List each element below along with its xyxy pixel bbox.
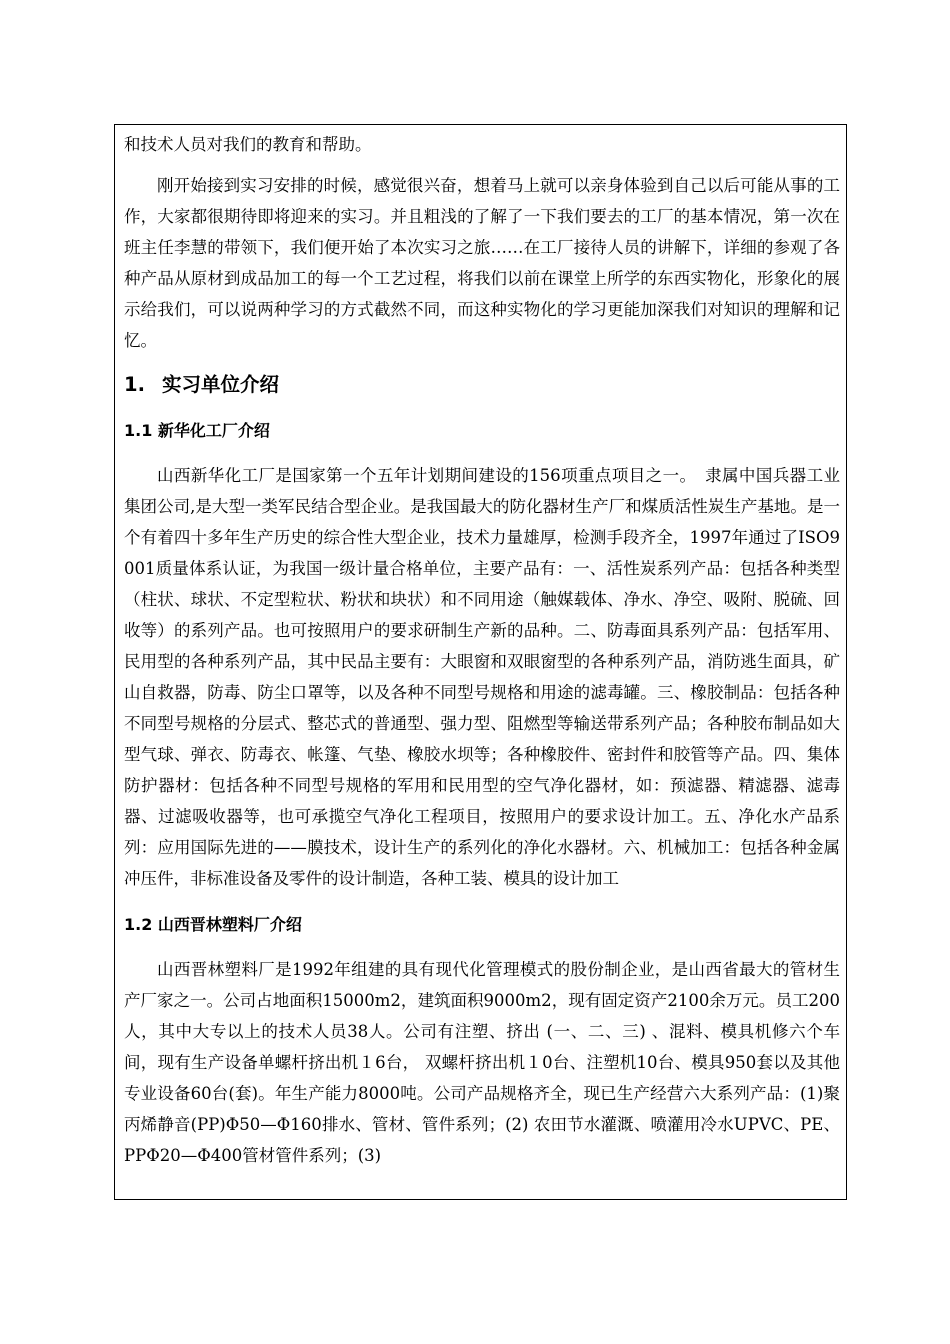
- subsection-heading-1-2: 1.2 山西晋林塑料厂介绍: [124, 915, 302, 934]
- paragraph-continuation: 和技术人员对我们的教育和帮助。: [124, 135, 372, 154]
- section-number: 1.: [124, 373, 145, 396]
- section-title: 实习单位介绍: [162, 373, 280, 396]
- document-body: [124, 129, 840, 1171]
- subsection-heading-1-1: 1.1 新华化工厂介绍: [124, 421, 270, 440]
- paragraph-jinlin-plastics: 山西晋林塑料厂是1992年组建的具有现代化管理模式的股份制企业，是山西省最大的管材生产厂家之一。公司占地面积15000m2，建筑面积9000m2，现有固定资产2100余万元。员工200人，其中大专以上的技术人员38人。公司有注塑、挤出 (一、二、三) 、混料、模具机修六个车间，现有生产设备单螺杆挤出机１6台， 双螺杆挤出机１0台、注塑机10台、模具950套以及其他专业设备60台(套)。年生产能力8000吨。公司产品规格齐全，现已生产经营六大系列产品：(1)聚丙烯静音(PP)Φ50—Φ160排水、管材、管件系列；(2) 农田节水灌溉、喷灌用冷水UPVC、PE、PPΦ20—Φ400管材管件系列；(3): [124, 960, 840, 1165]
- section-heading-1: [124, 370, 840, 400]
- paragraph-xinhua-factory: 山西新华化工厂是国家第一个五年计划期间建设的156项重点项目之一。 隶属中国兵器工业集团公司,是大型一类军民结合型企业。是我国最大的防化器材生产厂和煤质活性炭生产基地。是一个有着四十多年生产历史的综合性大型企业，技术力量雄厚，检测手段齐全，1997年通过了ISO9001质量体系认证，为我国一级计量合格单位，主要产品有：一、活性炭系列产品：包括各种类型（柱状、球状、不定型粒状、粉状和块状）和不同用途（触媒载体、净水、净空、吸附、脱硫、回收等）的系列产品。也可按照用户的要求研制生产新的品种。二、防毒面具系列产品：包括军用、民用型的各种系列产品，其中民品主要有：大眼窗和双眼窗型的各种系列产品，消防逃生面具，矿山自救器，防毒、防尘口罩等，以及各种不同型号规格和用途的滤毒罐。三、橡胶制品：包括各种不同型号规格的分层式、整芯式的普通型、强力型、阻燃型等输送带系列产品；各种胶布制品如大型气球、弹衣、防毒衣、帐篷、气垫、橡胶水坝等；各种橡胶件、密封件和胶管等产品。四、集体防护器材：包括各种不同型号规格的军用和民用型的空气净化器材，如：预滤器、精滤器、滤毒器、过滤吸收器等，也可承揽空气净化工程项目，按照用户的要求设计加工。五、净化水产品系列：应用国际先进的——膜技术，设计生产的系列化的净化水器材。六、机械加工：包括各种金属冲压件，非标准设备及零件的设计制造，各种工装、模具的设计加工: [124, 466, 840, 888]
- paragraph-intro: 刚开始接到实习安排的时候，感觉很兴奋，想着马上就可以亲身体验到自己以后可能从事的工作，大家都很期待即将迎来的实习。并且粗浅的了解了一下我们要去的工厂的基本情况，第一次在班主任李慧的带领下，我们便开始了本次实习之旅……在工厂接待人员的讲解下，详细的参观了各种产品从原材到成品加工的每一个工艺过程，将我们以前在课堂上所学的东西实物化，形象化的展示给我们，可以说两种学习的方式截然不同，而这种实物化的学习更能加深我们对知识的理解和记忆。: [124, 176, 840, 350]
